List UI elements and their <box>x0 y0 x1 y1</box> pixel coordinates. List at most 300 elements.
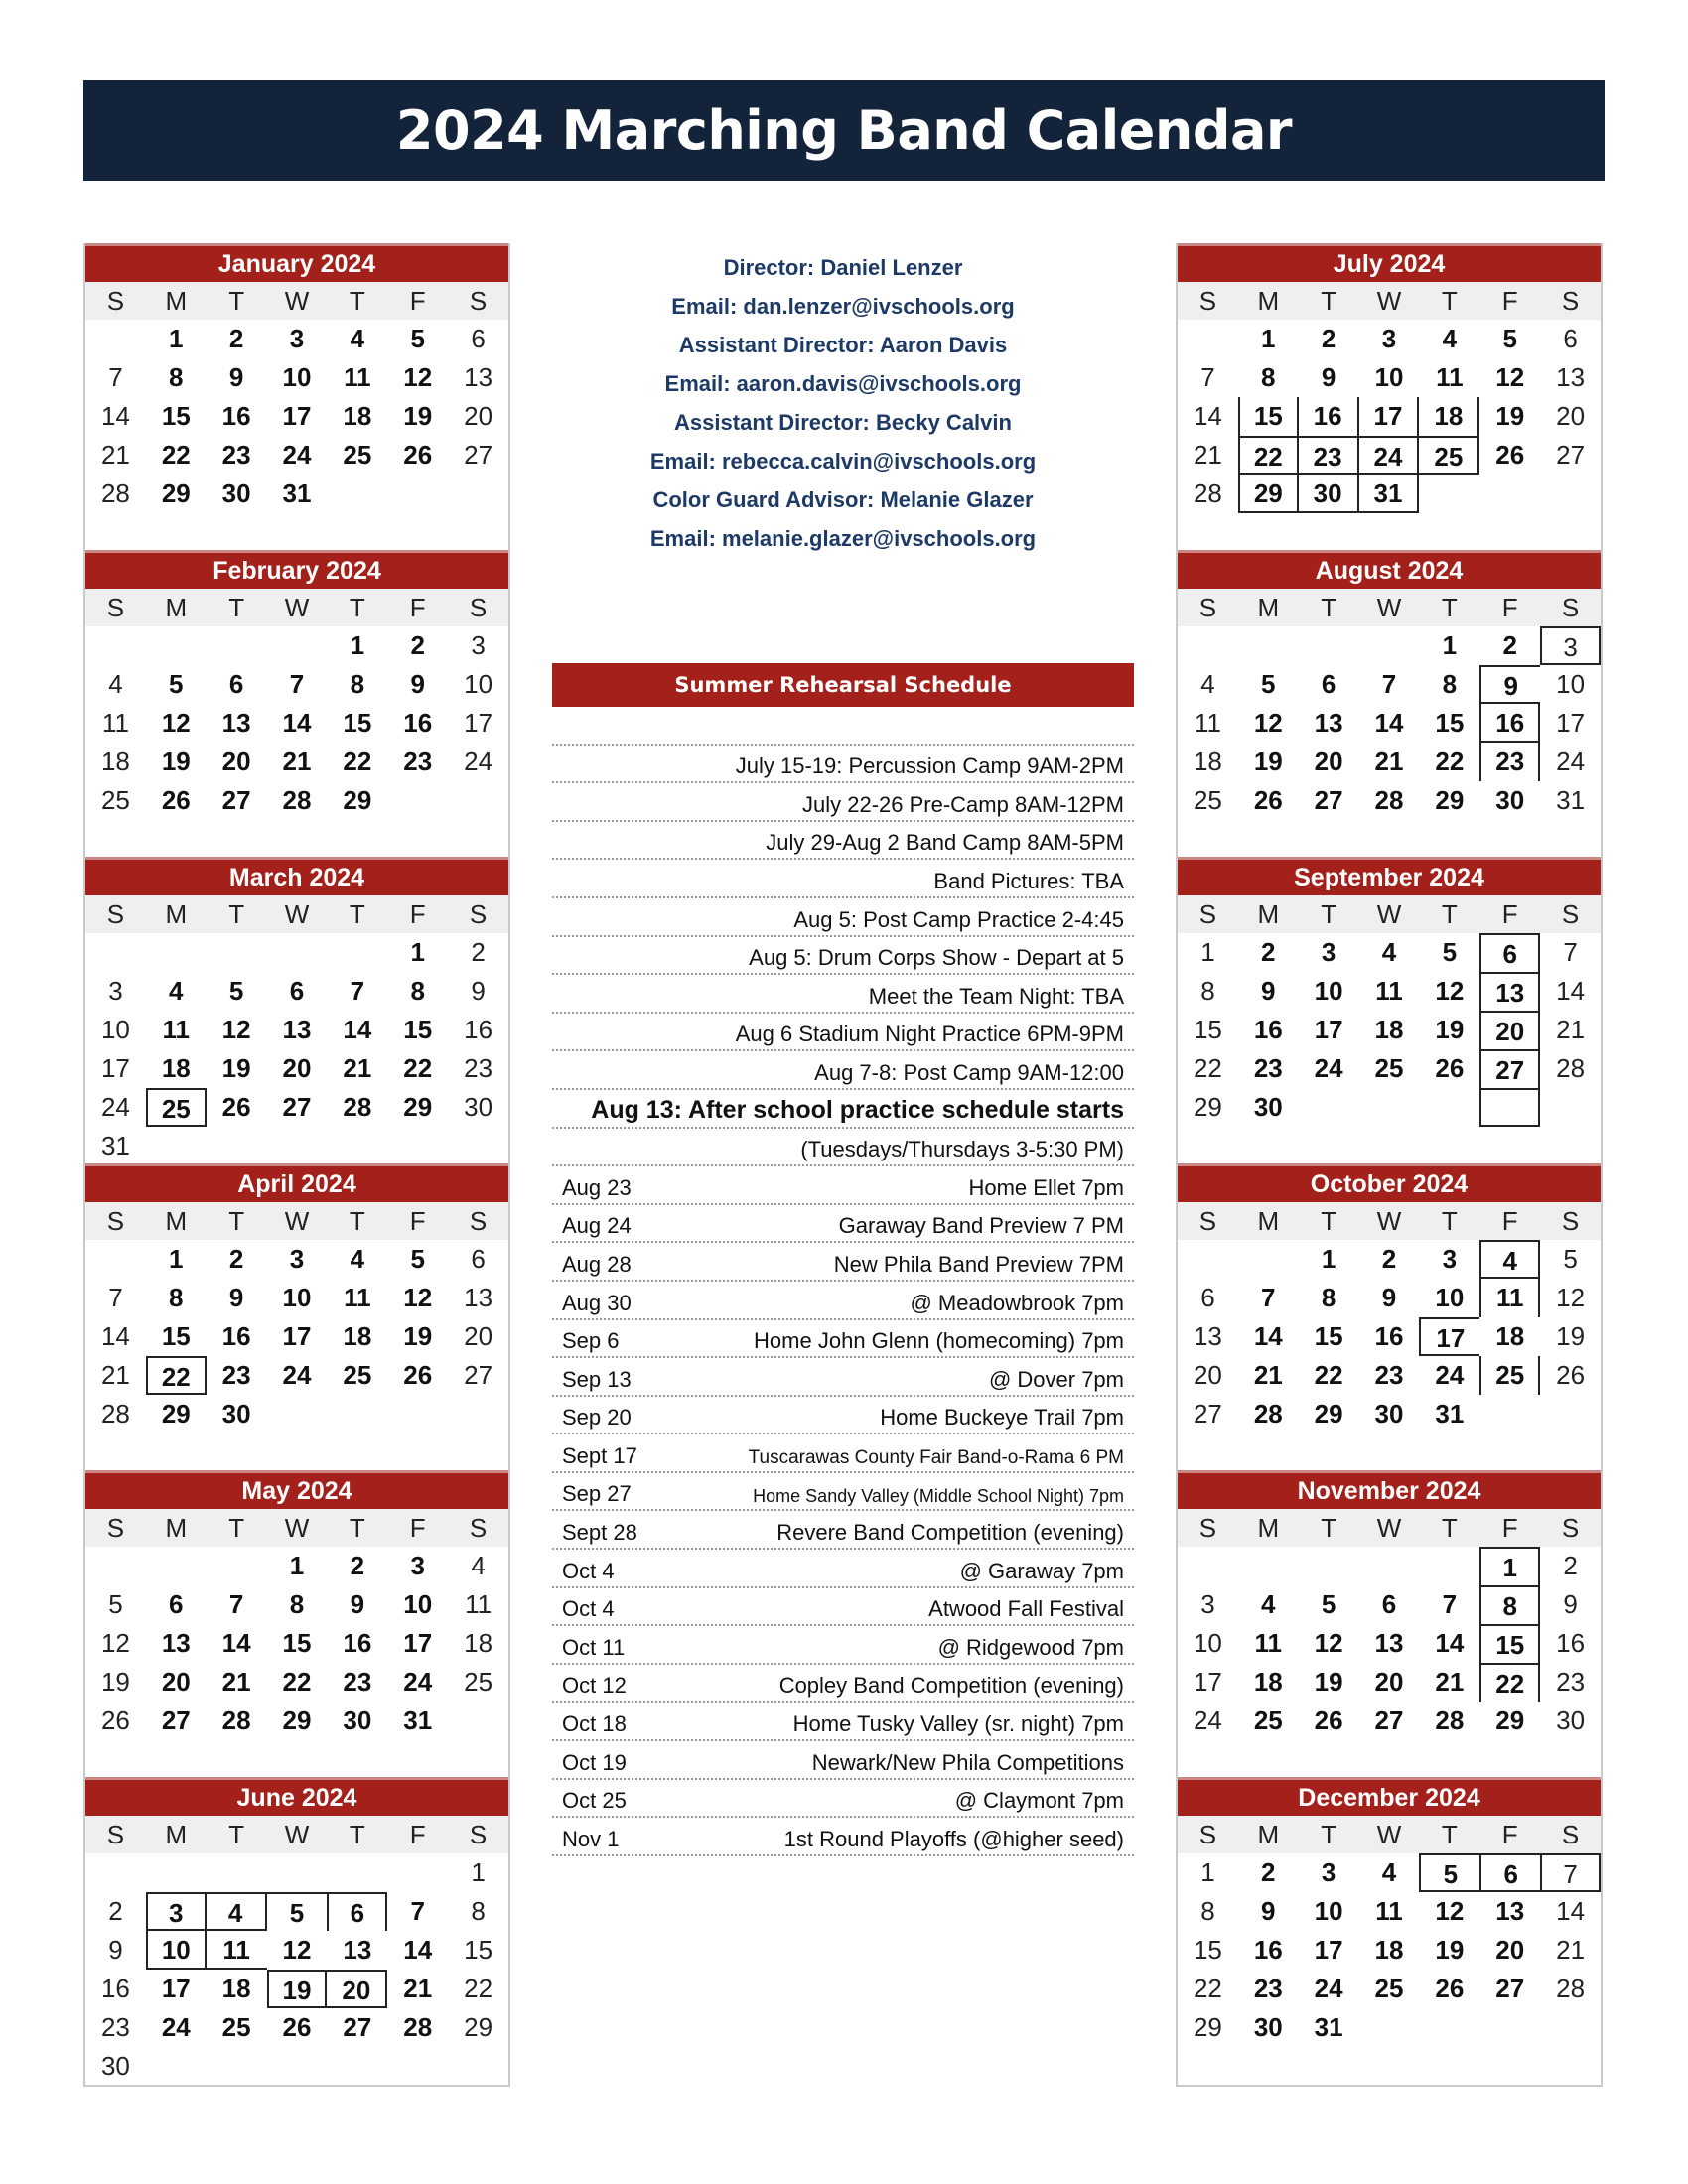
calendar-day: 27 <box>464 440 493 470</box>
calendar-day-highlighted: 13 <box>1479 972 1540 1011</box>
weekday-label: S <box>1198 286 1217 316</box>
weekday-label: W <box>1376 1820 1402 1849</box>
weekday-label: M <box>1257 1513 1280 1543</box>
weekday-header <box>1178 282 1601 320</box>
calendar-empty-cell <box>1540 2008 1601 2047</box>
weekday-label: F <box>409 593 426 622</box>
contact-line: Assistant Director: Becky Calvin <box>674 410 1012 435</box>
calendar-day: 1 <box>350 630 365 660</box>
calendar-day: 19 <box>403 1321 433 1351</box>
weekday-header <box>85 282 508 320</box>
calendar-day: 24 <box>1314 1974 1343 2003</box>
calendar-day-highlighted: 16 <box>1479 704 1540 743</box>
calendar-day-highlighted: 3 <box>1540 626 1601 665</box>
schedule-event: Garaway Band Preview 7 PM <box>838 1213 1124 1239</box>
calendar-day: 6 <box>228 669 244 699</box>
calendar-day-highlighted: 24 <box>1359 436 1420 475</box>
schedule-row <box>552 1243 1134 1282</box>
calendar-day: 10 <box>403 1589 433 1619</box>
calendar-day: 1 <box>471 1857 486 1887</box>
schedule-event: Home Sandy Valley (Middle School Night) 7pm <box>753 1486 1124 1507</box>
calendar-day: 14 <box>100 1321 130 1351</box>
calendar-empty-cell <box>387 1395 448 1433</box>
calendar-day: 10 <box>1435 1283 1465 1312</box>
calendar-day: 29 <box>1314 1399 1343 1429</box>
calendar-day: 25 <box>464 1667 493 1697</box>
calendar-day: 9 <box>1381 1283 1397 1312</box>
schedule-event: Band Pictures: TBA <box>933 868 1124 893</box>
contact-line: Color Guard Advisor: Melanie Glazer <box>652 487 1034 512</box>
calendar-day: 2 <box>1261 937 1276 967</box>
calendar-day: 4 <box>1442 324 1458 353</box>
calendar-day: 20 <box>1374 1667 1404 1697</box>
contact-info <box>552 248 1134 558</box>
calendar-day-highlighted: 3 <box>146 1892 207 1931</box>
calendar-empty-cell <box>207 1853 267 1892</box>
weekday-label: T <box>1441 1206 1458 1236</box>
calendar-empty-cell <box>1359 626 1420 665</box>
calendar-day-highlighted: 23 <box>1299 436 1359 475</box>
calendar-day: 13 <box>1374 1628 1404 1658</box>
calendar-day: 7 <box>1261 1283 1276 1312</box>
schedule-row <box>552 937 1134 976</box>
calendar-day-highlighted: 22 <box>1479 1663 1540 1702</box>
month-title: January 2024 <box>85 243 508 282</box>
calendar-day: 8 <box>471 1896 486 1926</box>
calendar-day: 28 <box>1556 1053 1586 1083</box>
calendar-day: 22 <box>1193 1053 1222 1083</box>
calendar-day: 19 <box>1556 1321 1586 1351</box>
calendar-day: 17 <box>1556 708 1586 738</box>
month-title: April 2024 <box>85 1163 508 1202</box>
calendar-day: 29 <box>1495 1706 1525 1735</box>
calendar-day: 12 <box>282 1935 312 1965</box>
calendar-day-highlighted: 25 <box>1419 436 1479 475</box>
calendar-empty-cell <box>448 1702 508 1740</box>
calendar-empty-cell <box>1419 1088 1479 1127</box>
schedule-event: Home John Glenn (homecoming) 7pm <box>754 1328 1124 1354</box>
calendar-day: 14 <box>1556 976 1586 1006</box>
calendar-day: 24 <box>464 747 493 776</box>
calendar-day: 19 <box>1314 1667 1343 1697</box>
contact-line[interactable]: Email: melanie.glazer@ivschools.org <box>649 526 1037 551</box>
calendar-day: 16 <box>221 401 251 431</box>
calendar-day: 12 <box>1435 976 1465 1006</box>
schedule-date: Sept 17 <box>562 1442 637 1468</box>
calendar-day: 6 <box>471 1244 486 1274</box>
calendar-column-right <box>1176 243 1603 2087</box>
calendar-day: 11 <box>465 1589 492 1619</box>
calendar-day: 8 <box>289 1589 305 1619</box>
calendar-empty-cell <box>387 2047 448 2086</box>
calendar-day: 23 <box>1556 1667 1586 1697</box>
weekday-label: T <box>228 593 245 622</box>
calendar-day: 19 <box>161 747 191 776</box>
calendar-day: 12 <box>161 708 191 738</box>
calendar-day: 10 <box>1374 362 1404 392</box>
calendar-day: 27 <box>343 2012 372 2042</box>
calendar-day: 4 <box>1381 937 1397 967</box>
calendar-day: 16 <box>1374 1321 1404 1351</box>
calendar-day: 2 <box>1563 1551 1578 1580</box>
calendar-day: 13 <box>1193 1321 1222 1351</box>
calendar-day: 26 <box>1556 1360 1586 1390</box>
schedule-date: Sept 28 <box>562 1520 637 1546</box>
calendar-day: 8 <box>1321 1283 1336 1312</box>
calendar-empty-cell <box>146 933 207 972</box>
calendar-day: 14 <box>221 1628 251 1658</box>
calendar-day: 8 <box>169 362 184 392</box>
calendar-day: 10 <box>1556 669 1586 699</box>
calendar-day: 3 <box>108 976 123 1006</box>
month-title: July 2024 <box>1178 243 1601 282</box>
calendar-day: 9 <box>350 1589 365 1619</box>
calendar-day: 2 <box>350 1551 365 1580</box>
schedule-row <box>552 1588 1134 1627</box>
schedule-date: Oct 25 <box>562 1788 627 1814</box>
weekday-header <box>85 1509 508 1547</box>
contact-line[interactable]: Email: dan.lenzer@ivschools.org <box>671 294 1015 319</box>
schedule-row <box>552 783 1134 822</box>
weekday-header <box>1178 589 1601 626</box>
calendar-day: 5 <box>410 1244 425 1274</box>
weekday-label: W <box>284 286 310 316</box>
calendar-empty-cell <box>1299 1088 1359 1127</box>
calendar-day: 17 <box>1314 1935 1343 1965</box>
schedule-event: Home Buckeye Trail 7pm <box>880 1405 1124 1431</box>
calendar-day: 1 <box>1200 937 1215 967</box>
calendar-day: 12 <box>1314 1628 1343 1658</box>
calendar-day: 15 <box>403 1015 433 1044</box>
calendar-day: 18 <box>1253 1667 1283 1697</box>
calendar-day: 10 <box>282 362 312 392</box>
calendar-day: 16 <box>221 1321 251 1351</box>
calendar-day-highlighted: 10 <box>146 1931 207 1970</box>
month-calendar <box>1176 243 1603 550</box>
calendar-day-highlighted: 19 <box>267 1970 328 2008</box>
calendar-day-highlighted: 6 <box>1479 1853 1540 1892</box>
day-grid <box>85 1853 508 2086</box>
weekday-label: S <box>1198 899 1217 929</box>
weekday-label: T <box>1441 899 1458 929</box>
calendar-day-highlighted: 5 <box>267 1892 328 1931</box>
calendar-day: 19 <box>1435 1015 1465 1044</box>
weekday-label: F <box>1501 899 1518 929</box>
calendar-day: 15 <box>1193 1935 1222 1965</box>
calendar-empty-cell <box>207 1547 267 1585</box>
weekday-label: M <box>165 1513 188 1543</box>
weekday-label: T <box>1321 899 1337 929</box>
calendar-day: 9 <box>1321 362 1336 392</box>
calendar-empty-cell <box>1238 1240 1299 1279</box>
month-title: August 2024 <box>1178 550 1601 589</box>
calendar-day: 23 <box>100 2012 130 2042</box>
calendar-day-highlighted: 22 <box>1238 436 1299 475</box>
weekday-label: M <box>1257 286 1280 316</box>
calendar-day: 15 <box>1435 708 1465 738</box>
calendar-empty-cell <box>267 1395 328 1433</box>
schedule-row <box>552 1550 1134 1588</box>
schedule-row <box>552 1397 1134 1435</box>
calendar-day-highlighted: 5 <box>1419 1853 1479 1892</box>
calendar-day: 8 <box>1200 976 1215 1006</box>
calendar-day: 26 <box>1314 1706 1343 1735</box>
calendar-day: 1 <box>1321 1244 1336 1274</box>
calendar-day-highlighted: 20 <box>327 1970 387 2008</box>
calendar-day: 19 <box>100 1667 130 1697</box>
calendar-day: 28 <box>343 1092 372 1122</box>
calendar-day: 12 <box>1435 1896 1465 1926</box>
schedule-date: Oct 18 <box>562 1711 627 1737</box>
calendar-day: 4 <box>350 324 365 353</box>
month-title: June 2024 <box>85 1777 508 1816</box>
calendar-empty-cell <box>1359 1547 1420 1585</box>
calendar-day: 16 <box>1253 1015 1283 1044</box>
calendar-day: 15 <box>343 708 372 738</box>
calendar-day: 24 <box>403 1667 433 1697</box>
calendar-day: 20 <box>1556 401 1586 431</box>
weekday-label: S <box>469 899 488 929</box>
calendar-day: 11 <box>101 708 129 738</box>
schedule-event: Home Ellet 7pm <box>968 1174 1124 1200</box>
calendar-empty-cell <box>1178 1547 1238 1585</box>
calendar-empty-cell <box>267 1127 328 1165</box>
calendar-empty-cell <box>327 1853 387 1892</box>
calendar-day: 22 <box>282 1667 312 1697</box>
weekday-label: T <box>1321 1206 1337 1236</box>
calendar-day: 25 <box>1193 785 1222 815</box>
calendar-day: 30 <box>1556 1706 1586 1735</box>
calendar-empty-cell <box>1479 2008 1540 2047</box>
weekday-label: S <box>469 1820 488 1849</box>
calendar-day: 21 <box>100 440 130 470</box>
calendar-day: 24 <box>161 2012 191 2042</box>
calendar-day-highlighted <box>1479 1088 1540 1127</box>
calendar-day: 20 <box>464 1321 493 1351</box>
weekday-label: F <box>409 1206 426 1236</box>
calendar-day: 28 <box>100 478 130 508</box>
contact-line[interactable]: Email: aaron.davis@ivschools.org <box>664 371 1022 396</box>
calendar-day: 18 <box>1495 1321 1525 1351</box>
calendar-day: 24 <box>100 1092 130 1122</box>
calendar-day: 18 <box>464 1628 493 1658</box>
calendar-empty-cell <box>1238 1547 1299 1585</box>
schedule-row <box>552 1818 1134 1856</box>
schedule-date: Sep 13 <box>562 1366 632 1392</box>
calendar-day: 8 <box>1200 1896 1215 1926</box>
calendar-day-highlighted: 18 <box>1419 397 1479 436</box>
calendar-day-highlighted: 25 <box>1479 1356 1540 1395</box>
calendar-day: 27 <box>1556 440 1586 470</box>
calendar-empty-cell <box>448 475 508 513</box>
calendar-day: 10 <box>1314 1896 1343 1926</box>
calendar-day: 10 <box>1193 1628 1222 1658</box>
schedule-event: @ Garaway 7pm <box>959 1558 1124 1583</box>
weekday-label: T <box>1441 593 1458 622</box>
calendar-day: 29 <box>161 1399 191 1429</box>
calendar-day: 4 <box>1200 669 1215 699</box>
calendar-day: 15 <box>1193 1015 1222 1044</box>
weekday-label: M <box>1257 1206 1280 1236</box>
calendar-day: 30 <box>1253 1092 1283 1122</box>
weekday-header <box>1178 1202 1601 1240</box>
calendar-day: 31 <box>100 1131 130 1160</box>
calendar-day: 18 <box>161 1053 191 1083</box>
calendar-day: 27 <box>1193 1399 1222 1429</box>
weekday-label: T <box>228 1820 245 1849</box>
schedule-row <box>552 975 1134 1014</box>
calendar-day: 21 <box>1193 440 1222 470</box>
weekday-label: S <box>1198 593 1217 622</box>
calendar-day-highlighted: 11 <box>207 1931 267 1970</box>
calendar-day: 3 <box>1321 1857 1336 1887</box>
calendar-day: 6 <box>1563 324 1578 353</box>
calendar-day-highlighted: 29 <box>1238 475 1299 513</box>
calendar-day: 16 <box>464 1015 493 1044</box>
weekday-label: S <box>106 1820 125 1849</box>
schedule-row <box>552 1320 1134 1359</box>
weekday-label: S <box>469 593 488 622</box>
calendar-day: 25 <box>1374 1974 1404 2003</box>
calendar-day: 30 <box>1374 1399 1404 1429</box>
calendar-day: 26 <box>1435 1053 1465 1083</box>
calendar-day: 8 <box>350 669 365 699</box>
weekday-label: S <box>1561 1513 1580 1543</box>
calendar-day: 19 <box>1495 401 1525 431</box>
day-grid <box>1178 320 1601 513</box>
calendar-day: 26 <box>403 440 433 470</box>
schedule-row <box>552 1703 1134 1741</box>
weekday-label: W <box>284 899 310 929</box>
schedule-date: Sep 6 <box>562 1328 620 1354</box>
weekday-label: S <box>1198 1206 1217 1236</box>
calendar-day-highlighted: 4 <box>207 1892 267 1931</box>
calendar-day: 3 <box>289 324 305 353</box>
weekday-label: M <box>165 286 188 316</box>
calendar-day-highlighted: 27 <box>1479 1049 1540 1088</box>
weekday-label: M <box>165 1206 188 1236</box>
calendar-day: 22 <box>161 440 191 470</box>
calendar-day: 5 <box>1321 1589 1336 1619</box>
calendar-day: 14 <box>1253 1321 1283 1351</box>
calendar-empty-cell <box>1540 1088 1601 1127</box>
calendar-day: 21 <box>1374 747 1404 776</box>
calendar-day: 14 <box>1556 1896 1586 1926</box>
calendar-day: 4 <box>169 976 184 1006</box>
calendar-day: 9 <box>1563 1589 1578 1619</box>
calendar-day-highlighted: 1 <box>1479 1547 1540 1585</box>
day-grid <box>85 933 508 1165</box>
schedule-row <box>552 1358 1134 1397</box>
schedule-row <box>552 822 1134 861</box>
month-title: September 2024 <box>1178 857 1601 895</box>
calendar-day: 9 <box>1261 1896 1276 1926</box>
calendar-day: 19 <box>403 401 433 431</box>
calendar-day-highlighted: 30 <box>1299 475 1359 513</box>
weekday-label: W <box>284 593 310 622</box>
weekday-label: F <box>409 899 426 929</box>
weekday-label: W <box>1376 1513 1402 1543</box>
weekday-label: T <box>1441 286 1458 316</box>
calendar-day: 28 <box>1435 1706 1465 1735</box>
schedule-row <box>552 707 1134 746</box>
weekday-label: T <box>228 1206 245 1236</box>
calendar-day: 12 <box>100 1628 130 1658</box>
calendar-day: 10 <box>282 1283 312 1312</box>
calendar-empty-cell <box>1299 1547 1359 1585</box>
schedule-event: Meet the Team Night: TBA <box>868 983 1124 1009</box>
calendar-day: 31 <box>1435 1399 1465 1429</box>
day-grid <box>85 320 508 513</box>
calendar-day: 28 <box>1193 478 1222 508</box>
calendar-day: 21 <box>403 1974 433 2003</box>
schedule-row <box>552 1051 1134 1090</box>
schedule-event: Home Tusky Valley (sr. night) 7pm <box>792 1711 1124 1737</box>
calendar-day: 1 <box>169 324 184 353</box>
schedule-row <box>552 1780 1134 1819</box>
calendar-day: 8 <box>1261 362 1276 392</box>
calendar-day: 16 <box>1556 1628 1586 1658</box>
weekday-label: S <box>1198 1820 1217 1849</box>
calendar-empty-cell <box>267 933 328 972</box>
calendar-day: 5 <box>1502 324 1517 353</box>
weekday-label: W <box>284 1206 310 1236</box>
calendar-day: 31 <box>1314 2012 1343 2042</box>
weekday-label: F <box>409 1513 426 1543</box>
calendar-day: 20 <box>1495 1935 1525 1965</box>
weekday-label: S <box>106 286 125 316</box>
schedule-date: Aug 30 <box>562 1290 632 1315</box>
calendar-day: 7 <box>1563 937 1578 967</box>
calendar-day: 17 <box>282 401 312 431</box>
schedule-row <box>552 1511 1134 1550</box>
weekday-label: T <box>1321 593 1337 622</box>
weekday-header <box>1178 895 1601 933</box>
calendar-day: 7 <box>1381 669 1397 699</box>
calendar-day: 29 <box>282 1706 312 1735</box>
calendar-day: 5 <box>1442 937 1458 967</box>
calendar-day: 8 <box>1442 669 1458 699</box>
calendar-empty-cell <box>267 2047 328 2086</box>
calendar-day: 23 <box>1253 1974 1283 2003</box>
contact-line[interactable]: Email: rebecca.calvin@ivschools.org <box>649 449 1037 474</box>
weekday-label: M <box>165 593 188 622</box>
calendar-day: 15 <box>464 1935 493 1965</box>
calendar-empty-cell <box>327 2047 387 2086</box>
weekday-label: T <box>228 286 245 316</box>
weekday-label: M <box>165 899 188 929</box>
calendar-day: 24 <box>1193 1706 1222 1735</box>
schedule-row <box>552 1014 1134 1052</box>
calendar-empty-cell <box>387 1853 448 1892</box>
schedule-row <box>552 1166 1134 1205</box>
calendar-day: 4 <box>471 1551 486 1580</box>
weekday-label: M <box>165 1820 188 1849</box>
calendar-day: 9 <box>108 1935 123 1965</box>
schedule-row <box>552 898 1134 937</box>
calendar-day: 5 <box>228 976 244 1006</box>
calendar-day: 2 <box>1321 324 1336 353</box>
calendar-day: 23 <box>221 1360 251 1390</box>
weekday-label: S <box>106 899 125 929</box>
schedule-date: Aug 28 <box>562 1251 632 1277</box>
calendar-day-highlighted: 16 <box>1299 397 1359 436</box>
calendar-day: 21 <box>1556 1935 1586 1965</box>
schedule-event: Newark/New Phila Competitions <box>811 1749 1124 1775</box>
weekday-header <box>85 1816 508 1853</box>
calendar-day: 29 <box>161 478 191 508</box>
calendar-day-highlighted: 22 <box>146 1356 207 1395</box>
